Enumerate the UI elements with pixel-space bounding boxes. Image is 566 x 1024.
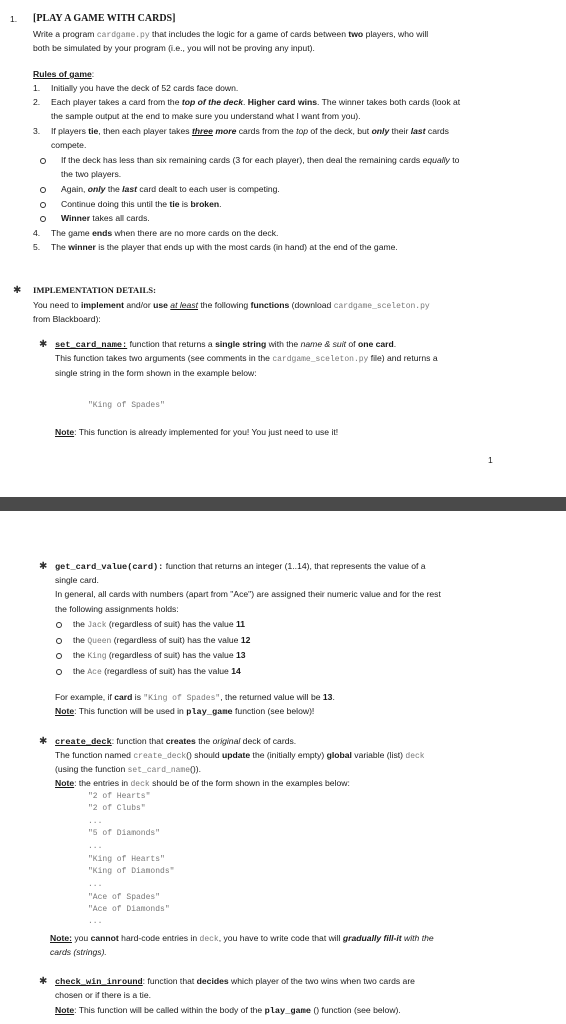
hardcode-note-line-2: cards (strings). [50,947,107,957]
create-deck-note: Note: the entries in deck should be of the form shown in the examples below: [55,778,350,789]
implementation-line-2: from Blackboard): [33,314,101,324]
deck-example-ellipsis: ... [88,842,103,851]
rules-heading: Rules of game: [33,69,95,79]
rule-5-number: 5. [33,242,41,252]
bullet-star-icon: ✱ [39,976,48,987]
bullet-star-icon: ✱ [39,561,48,572]
hardcode-note: Note: you cannot hard-code entries in deck, you have to write code that will gradually fill-it with the [50,933,434,944]
page-number: 1 [488,455,493,465]
sub-bullet-icon [40,187,46,193]
sub-bullet-icon [56,653,62,659]
subrule-1: If the deck has less than six remaining cards (3 for each player), then deal the remaining cards equally to [61,155,460,165]
deck-example-ellipsis: ... [88,917,103,926]
question-number: 1. [10,14,18,24]
sub-bullet-icon [40,158,46,164]
deck-example: "Ace of Diamonds" [88,905,170,914]
rule-4-number: 4. [33,228,41,238]
intro-line-1: Write a program cardgame.py that includes the logic for a game of cards between two players, who will [33,29,429,40]
value-jack: the Jack (regardless of suit) has the value 11 [73,619,246,630]
bullet-star-icon: ✱ [39,339,48,350]
deck-example-ellipsis: ... [88,880,103,889]
get-card-value-desc: get_card_value(card): function that returns an integer (1..14), that represents the value of a [55,561,426,572]
rule-1-number: 1. [33,83,41,93]
deck-example: "King of Diamonds" [88,867,175,876]
sub-bullet-icon [40,202,46,208]
rule-2-line-2: the sample output at the end to make sure you understand what I want from you). [51,111,361,121]
set-card-name-desc: set_card_name: function that returns a single string with the name & suit of one card. [55,339,397,350]
set-card-name-example: "King of Spades" [88,401,165,410]
deck-example: "Ace of Spades" [88,893,161,902]
subrule-1-line-2: the two players. [61,169,122,179]
value-king: the King (regardless of suit) has the value 13 [73,650,246,661]
implementation-line-1: You need to implement and/or use at least the following functions (download cardgame_sceleton.py [33,300,430,311]
rule-5: The winner is the player that ends up with the most cards (in hand) at the end of the game. [51,242,398,252]
rule-2-number: 2. [33,97,41,107]
get-card-value-line-4: the following assignments holds: [55,604,179,614]
get-card-value-line-3: In general, all cards with numbers (apart from "Ace") are assigned their numeric value and for the rest [55,589,441,599]
sub-bullet-icon [56,638,62,644]
check-win-line-2: chosen or if there is a tie. [55,990,152,1000]
get-card-value-line-2: single card. [55,575,99,585]
subrule-2: Again, only the last card dealt to each user is competing. [61,184,280,194]
rule-2: Each player takes a card from the top of the deck. Higher card wins. The winner takes both cards (look at [51,97,461,107]
implementation-heading: IMPLEMENTATION DETAILS: [33,285,156,295]
document-page-1 [0,0,566,497]
create-deck-desc: create_deck: function that creates the original deck of cards. [55,736,297,747]
bullet-star-icon: ✱ [13,285,22,296]
page-divider [0,497,566,511]
deck-example: "2 of Clubs" [88,804,146,813]
create-deck-line-2: The function named create_deck() should update the (initially empty) global variable (list) deck [55,750,425,761]
rule-3: If players tie, then each player takes three more cards from the top of the deck, but only their last cards [51,126,449,136]
set-card-name-line-2: This function takes two arguments (see comments in the cardgame_sceleton.py file) and returns a [55,353,438,364]
bullet-star-icon: ✱ [39,736,48,747]
deck-example: "2 of Hearts" [88,792,151,801]
subrule-3: Continue doing this until the tie is broken. [61,199,222,209]
check-win-note: Note: This function will be called within the body of the play_game () function (see below). [55,1005,401,1016]
rule-3-number: 3. [33,126,41,136]
deck-example-ellipsis: ... [88,817,103,826]
deck-example: "King of Hearts" [88,855,165,864]
sub-bullet-icon [56,622,62,628]
rule-1: Initially you have the deck of 52 cards face down. [51,83,239,93]
sub-bullet-icon [56,669,62,675]
example-note: Note: This function will be used in play_game function (see below)! [55,706,315,717]
set-card-name-line-3: single string in the form shown in the example below: [55,368,257,378]
value-ace: the Ace (regardless of suit) has the value 14 [73,666,241,677]
intro-line-2: both be simulated by your program (i.e., you will not be proving any input). [33,43,315,53]
set-card-name-note: Note: This function is already implemented for you! You just need to use it! [55,427,339,437]
value-queen: the Queen (regardless of suit) has the value 12 [73,635,251,646]
deck-example: "5 of Diamonds" [88,829,161,838]
check-win-desc: check_win_inround: function that decides which player of the two wins when two cards are [55,976,415,987]
rule-3-line-2: compete. [51,140,87,150]
sub-bullet-icon [40,216,46,222]
rule-4: The game ends when there are no more cards on the deck. [51,228,279,238]
subrule-4: Winner takes all cards. [61,213,150,223]
document-page-2 [0,511,566,1024]
question-title: [PLAY A GAME WITH CARDS] [33,13,176,24]
example-line: For example, if card is "King of Spades", the returned value will be 13. [55,692,335,703]
create-deck-line-3: (using the function set_card_name()). [55,764,202,775]
